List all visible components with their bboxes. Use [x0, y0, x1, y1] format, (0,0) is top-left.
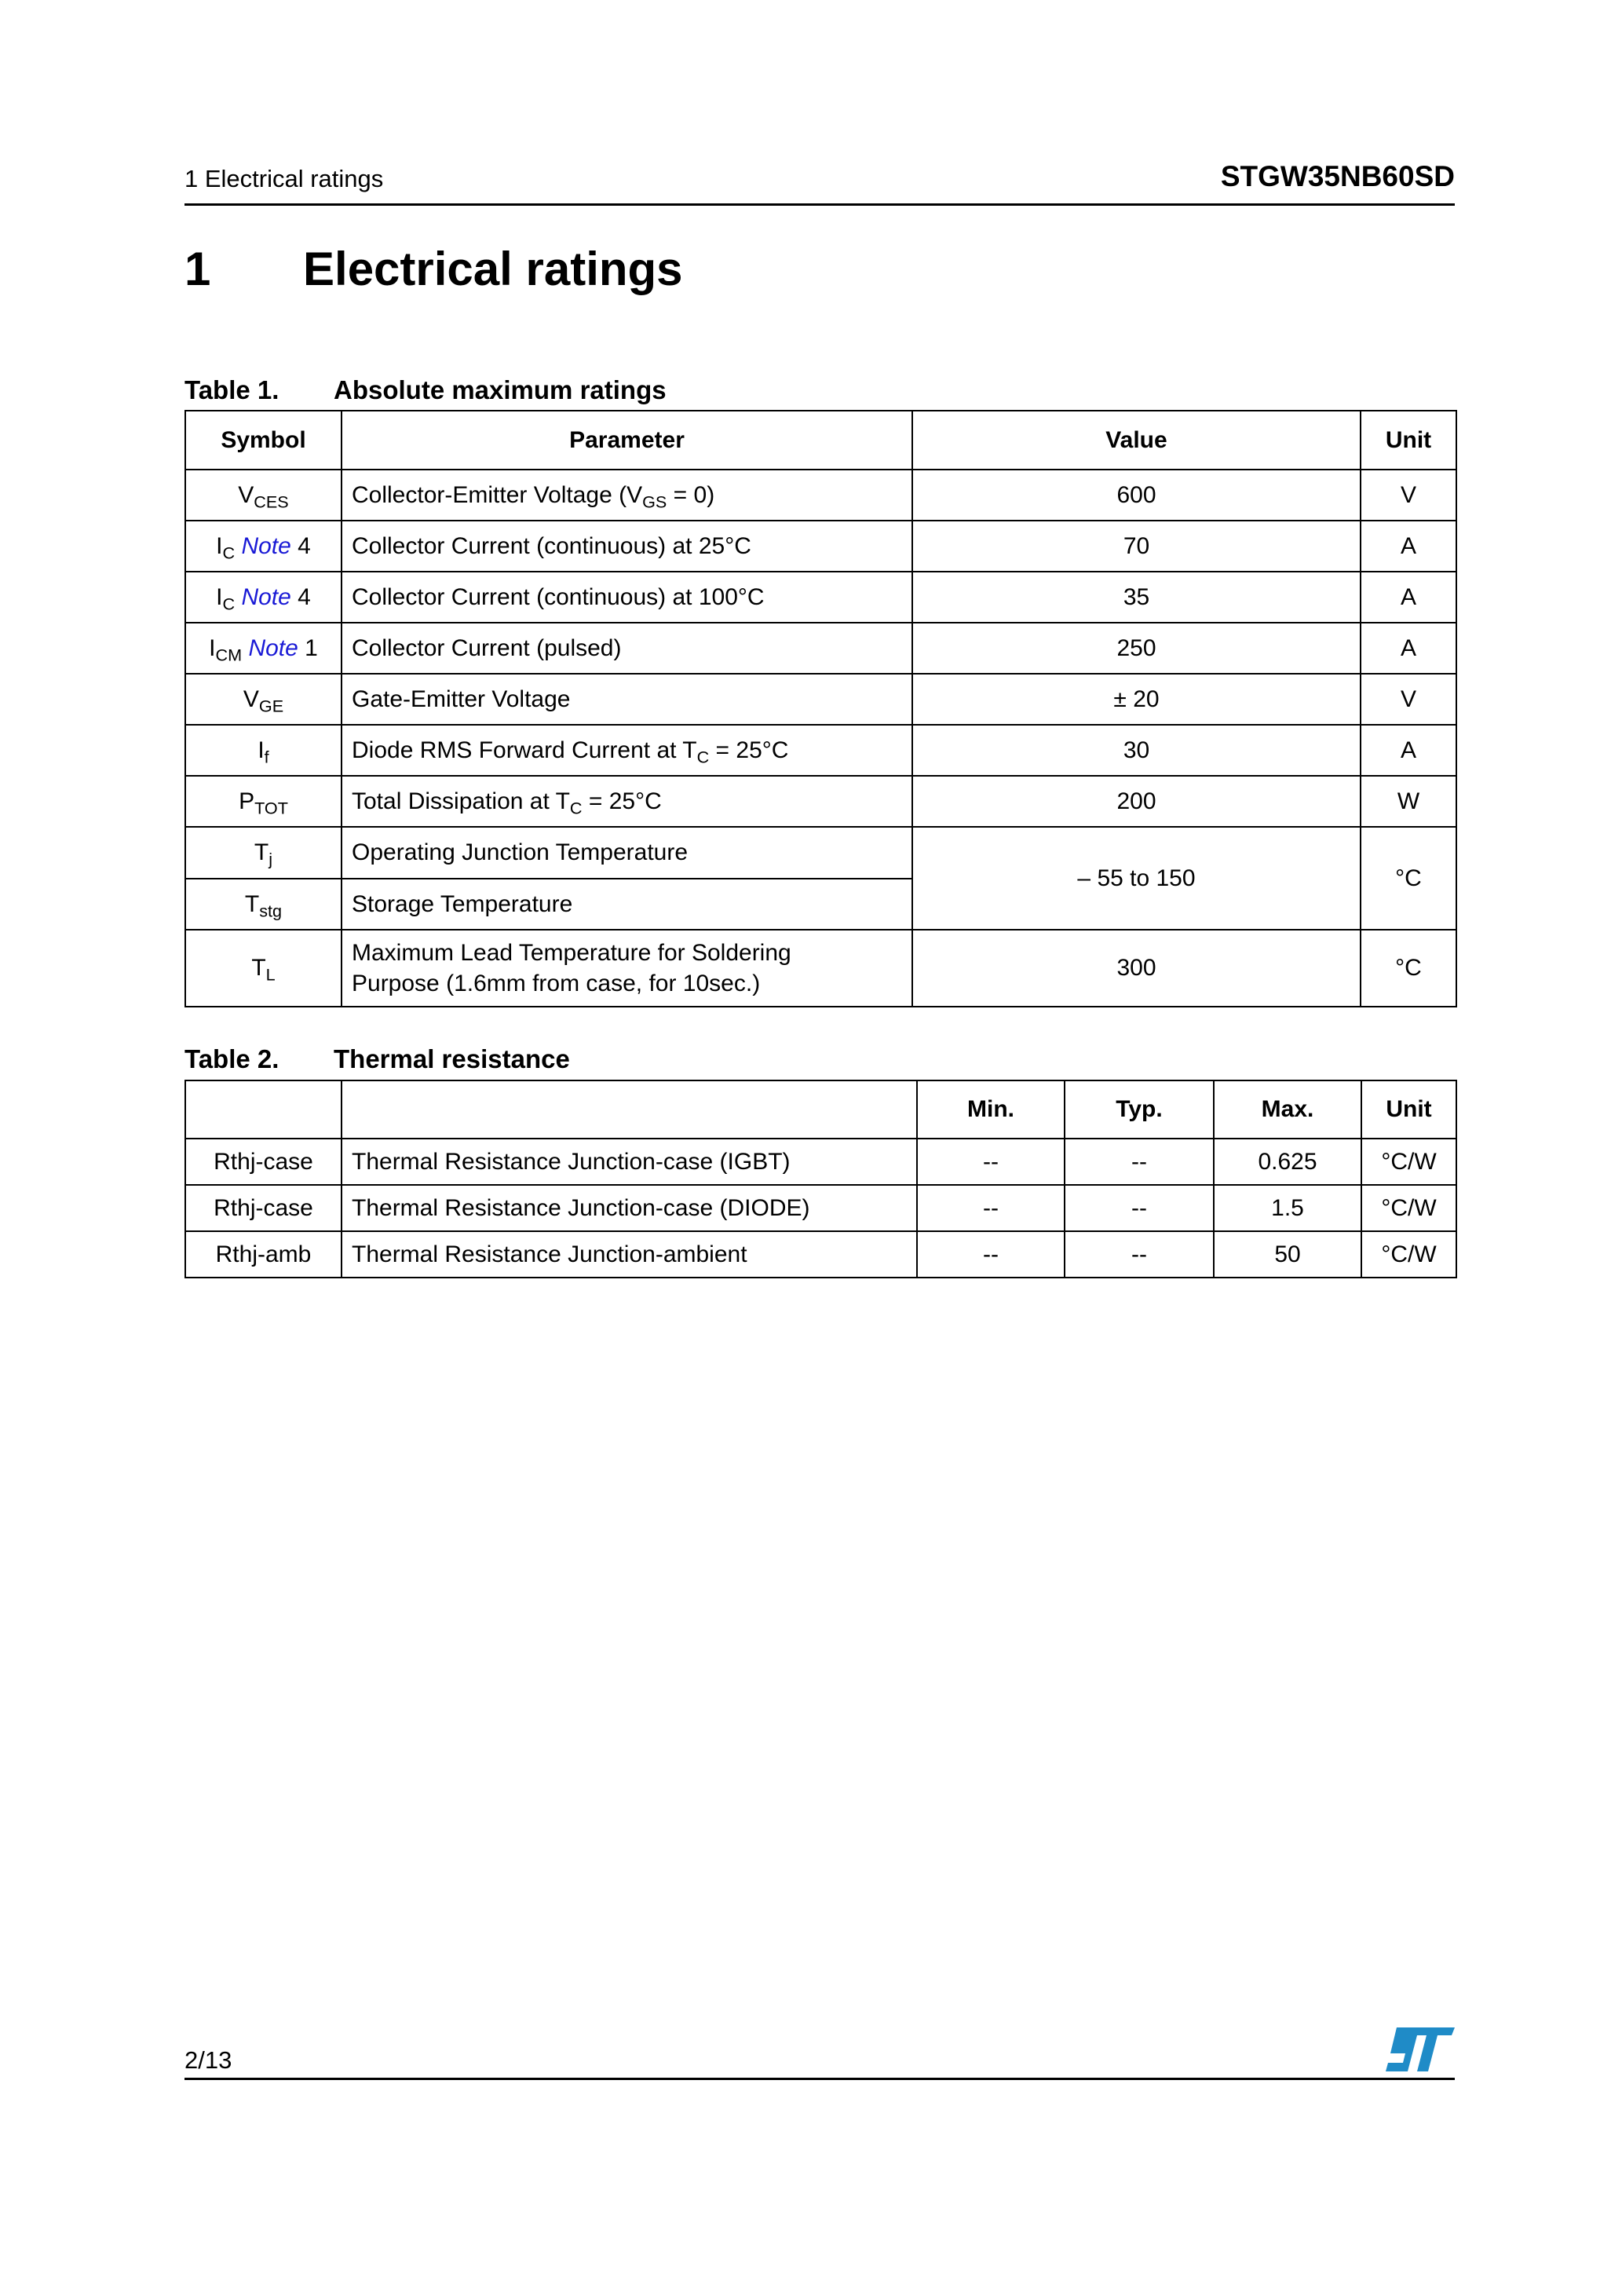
- min-cell: --: [917, 1231, 1065, 1278]
- value-cell: 30: [912, 725, 1361, 776]
- max-cell: 1.5: [1214, 1185, 1361, 1231]
- symbol-cell: Rthj-case: [185, 1185, 342, 1231]
- header-parameter: [342, 1080, 917, 1139]
- parameter-cell: Total Dissipation at $T_C = 25^\circ C$: [342, 776, 912, 827]
- value-cell: 250: [912, 623, 1361, 674]
- symbol-cell: $I_C$ Note 4: [185, 572, 342, 623]
- header-unit: Unit: [1361, 411, 1456, 470]
- table2-label: Table 2.: [184, 1044, 279, 1073]
- typ-cell: --: [1065, 1185, 1214, 1231]
- note-link[interactable]: Note: [241, 532, 291, 559]
- unit-cell: °C/W: [1361, 1231, 1456, 1278]
- value-cell: ± 20: [912, 674, 1361, 725]
- min-cell: --: [917, 1185, 1065, 1231]
- value-cell: 70: [912, 521, 1361, 572]
- header-parameter: Parameter: [342, 411, 912, 470]
- header-symbol: Symbol: [185, 411, 342, 470]
- symbol-cell: $I_{CM}$ Note 1: [185, 623, 342, 674]
- symbol-cell: $P_{TOT}$: [185, 776, 342, 827]
- header-rule: [184, 203, 1455, 206]
- header-value: Value: [912, 411, 1361, 470]
- parameter-cell: Storage Temperature: [342, 879, 912, 930]
- parameter-cell: Thermal Resistance Junction-case (IGBT): [342, 1139, 917, 1185]
- table-row: [185, 776, 1456, 827]
- unit-cell: A: [1361, 725, 1456, 776]
- symbol-cell: $I_f$: [185, 725, 342, 776]
- footer-rule: [184, 2078, 1455, 2080]
- unit-cell: A: [1361, 521, 1456, 572]
- table1-label: Table 1.: [184, 375, 279, 404]
- note-link[interactable]: Note: [248, 634, 298, 661]
- table-row: [185, 1185, 1456, 1231]
- symbol-cell: Rthj-case: [185, 1139, 342, 1185]
- table-row: [185, 674, 1456, 725]
- section-number: 1: [184, 243, 211, 295]
- section-title: Electrical ratings: [303, 243, 683, 295]
- st-logo: [1386, 2027, 1455, 2071]
- symbol-cell: $T_L$: [185, 930, 342, 1007]
- symbol-cell: $I_C$ Note 4: [185, 521, 342, 572]
- header-unit: Unit: [1361, 1080, 1456, 1139]
- symbol-cell: $T_{stg}$: [185, 879, 342, 930]
- parameter-cell: Operating Junction Temperature: [342, 827, 912, 879]
- parameter-cell: Thermal Resistance Junction-ambient: [342, 1231, 917, 1278]
- unit-cell: V: [1361, 674, 1456, 725]
- table-header-row: [185, 1080, 1456, 1139]
- value-cell: 200: [912, 776, 1361, 827]
- table-row: [185, 623, 1456, 674]
- max-cell: 0.625: [1214, 1139, 1361, 1185]
- unit-cell: °C/W: [1361, 1185, 1456, 1231]
- absolute-maximum-ratings-table: [184, 410, 1457, 1007]
- table-row: [185, 725, 1456, 776]
- table-row: [185, 1231, 1456, 1278]
- table-row: [185, 930, 1456, 1007]
- unit-cell: °C: [1361, 930, 1456, 1007]
- symbol-cell: $V_{GE}$: [185, 674, 342, 725]
- running-header-section: 1 Electrical ratings: [184, 165, 384, 192]
- table-row: [185, 1139, 1456, 1185]
- value-cell: 600: [912, 470, 1361, 521]
- table-row: [185, 572, 1456, 623]
- table-row: [185, 470, 1456, 521]
- header-symbol: [185, 1080, 342, 1139]
- parameter-cell: Collector Current (pulsed): [342, 623, 912, 674]
- unit-cell: W: [1361, 776, 1456, 827]
- symbol-cell: $T_j$: [185, 827, 342, 879]
- parameter-cell: Collector-Emitter Voltage $(V_{GS} = 0)$: [342, 470, 912, 521]
- typ-cell: --: [1065, 1231, 1214, 1278]
- table1-title: Absolute maximum ratings: [334, 375, 667, 404]
- table2-caption: [184, 1044, 570, 1074]
- parameter-cell: Gate-Emitter Voltage: [342, 674, 912, 725]
- table-header-row: [185, 411, 1456, 470]
- value-cell: 35: [912, 572, 1361, 623]
- unit-cell: A: [1361, 572, 1456, 623]
- header-min: Min.: [917, 1080, 1065, 1139]
- header-max: Max.: [1214, 1080, 1361, 1139]
- unit-cell: V: [1361, 470, 1456, 521]
- header-typ: Typ.: [1065, 1080, 1214, 1139]
- page-number: 2/13: [184, 2046, 232, 2074]
- table-row: [185, 521, 1456, 572]
- table-row: [185, 827, 1456, 879]
- running-header-part-number: STGW35NB60SD: [1220, 160, 1455, 192]
- max-cell: 50: [1214, 1231, 1361, 1278]
- value-cell: 300: [912, 930, 1361, 1007]
- table2-title: Thermal resistance: [334, 1044, 570, 1073]
- value-cell: – 55 to 150: [912, 827, 1361, 930]
- note-link[interactable]: Note: [241, 583, 291, 610]
- thermal-resistance-table: [184, 1080, 1457, 1278]
- parameter-cell: Thermal Resistance Junction-case (DIODE): [342, 1185, 917, 1231]
- symbol-cell: Rthj-amb: [185, 1231, 342, 1278]
- parameter-cell: Collector Current (continuous) at 100°C: [342, 572, 912, 623]
- parameter-cell: Diode RMS Forward Current at $T_C = 25^\circ C$: [342, 725, 912, 776]
- parameter-cell: Maximum Lead Temperature for Soldering Purpose (1.6mm from case, for 10sec.): [342, 930, 912, 1007]
- min-cell: --: [917, 1139, 1065, 1185]
- parameter-cell: Collector Current (continuous) at 25°C: [342, 521, 912, 572]
- table1-caption: [184, 375, 667, 405]
- st-logo-mark: [1386, 2027, 1455, 2071]
- unit-cell: A: [1361, 623, 1456, 674]
- unit-cell: °C: [1361, 827, 1456, 930]
- unit-cell: °C/W: [1361, 1139, 1456, 1185]
- symbol-cell: $V_{CES}$: [185, 470, 342, 521]
- typ-cell: --: [1065, 1139, 1214, 1185]
